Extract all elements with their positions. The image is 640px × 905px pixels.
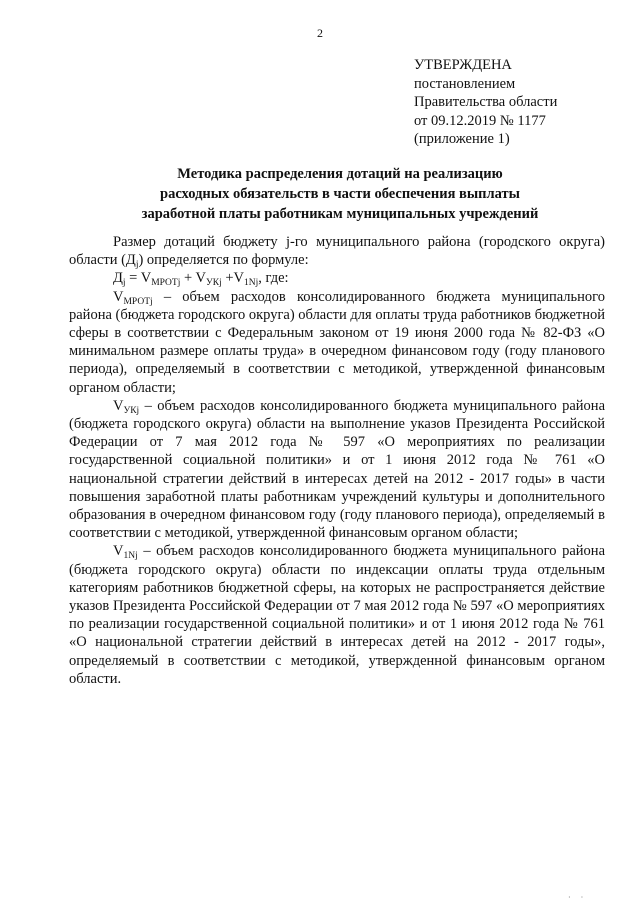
approval-date-number: от 09.12.2019 № 1177	[414, 112, 546, 129]
subscript: МРОТj	[151, 278, 181, 289]
title-line: заработной платы работникам муниципальных учреждений	[141, 206, 539, 222]
document-body	[69, 233, 605, 688]
scan-mark: · ·	[568, 893, 588, 902]
subscript: МРОТj	[123, 296, 153, 307]
definition-paragraph: $V_{УКj}$ – объем расходов консолидированного бюджета муниципального района (бюджета городского округа) области на выполнение указов Президента Российской Федерации от 7 мая 2012 года № 597 «О мероприятиях по реализации государственной социальной политики» и от 1 июня 2012 года № 761 «О национальной стратегии действий в интересах детей на 2012 - 2017 годы» в части повышения заработной платы работникам учреждений культуры и дополнительного образования в очередном финансовом году (году планового периода), определяемый в соответствии с методикой, утвержденной финансовым органом области;	[69, 397, 605, 542]
definition-paragraph: $V_{МРОТj}$ – объем расходов консолидированного бюджета муниципального района (бюджета городского округа) области для оплаты труда работников бюджетной сферы в соответствии с Федеральным законом от 19 июня 2000 года № 82-ФЗ «О минимальном размере оплаты труда» в очередном финансовом году (году планового периода), определяемый в соответствии с методикой, утвержденной финансовым органом области;	[69, 288, 605, 396]
subscript: УКj	[206, 278, 222, 289]
document-title	[80, 164, 600, 224]
definition-paragraph: $V_{1Nj}$ – объем расходов консолидированного бюджета муниципального района (бюджета городского округа) области по индексации оплаты труда отдельным категориям работников бюджетной сферы, на которых не распространяется действие указов Президента Российской Федерации от 7 мая 2012 года № 597 «О мероприятиях по реализации государственной социальной политики» и от 1 июня 2012 года № 761 «О национальной стратегии действий в интересах детей на 2012 - 2017 годы», определяемый в соответствии с методикой, утвержденной финансовым органом области.	[69, 543, 605, 687]
title-line: расходных обязательств в части обеспечения выплаты	[160, 186, 520, 202]
formula: $Д_j = V_{МРОТj} + V_{УКj} +V_{1Nj}$, где:	[113, 270, 289, 289]
approval-heading: УТВЕРЖДЕНА	[414, 57, 512, 73]
subscript: 1Nj	[244, 278, 259, 289]
approval-line: Правительства области	[414, 94, 558, 110]
approval-block	[414, 56, 557, 149]
subscript: j	[135, 260, 139, 271]
approval-appendix: (приложение 1)	[414, 131, 510, 147]
subscript: 1Nj	[123, 551, 138, 562]
subscript: j	[122, 278, 126, 289]
subscript: УКj	[123, 405, 140, 416]
approval-line: постановлением	[414, 75, 516, 92]
intro-paragraph: Размер дотаций бюджету j-го муниципального района (городского округа) области $(Д_j)$ определяется по формуле:	[69, 234, 605, 271]
page-number: 2	[317, 26, 323, 40]
title-line: Методика распределения дотаций на реализацию	[177, 166, 503, 182]
